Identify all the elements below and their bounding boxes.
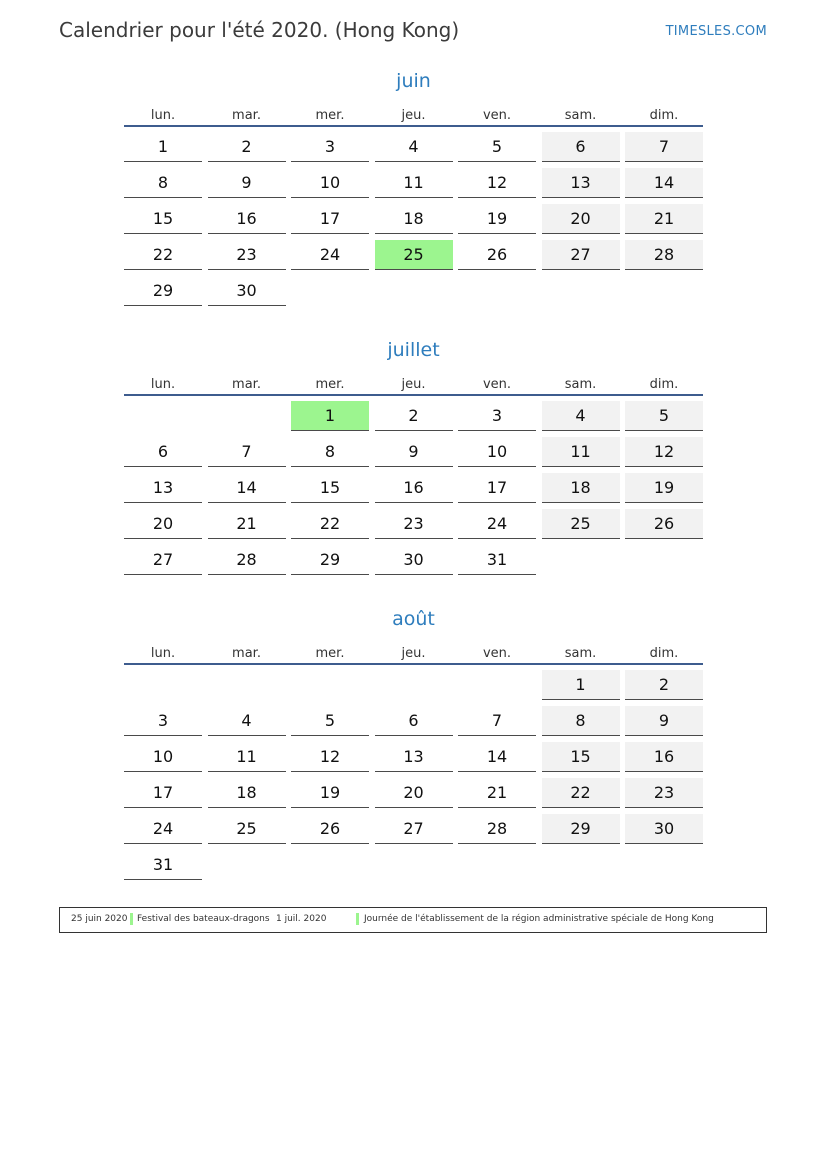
page-title: Calendrier pour l'été 2020. (Hong Kong) (59, 18, 460, 42)
day-cell[interactable]: 14 (625, 168, 703, 198)
day-cell[interactable]: 10 (291, 168, 369, 198)
day-cell[interactable]: 19 (291, 778, 369, 808)
holiday-day-cell[interactable]: 25 (375, 240, 453, 270)
day-cell[interactable]: 16 (375, 473, 453, 503)
day-cell[interactable]: 31 (458, 545, 536, 575)
weekday-label: jeu. (401, 108, 426, 123)
weekday-header (124, 108, 703, 126)
day-cell[interactable]: 22 (124, 240, 202, 270)
legend-date-2: 1 juil. 2020 (276, 914, 327, 924)
holiday-legend (59, 907, 767, 933)
day-cell[interactable]: 30 (625, 814, 703, 844)
day-cell[interactable]: 7 (625, 132, 703, 162)
day-cell[interactable]: 6 (542, 132, 620, 162)
weekday-header (124, 646, 703, 664)
weekday-label: jeu. (401, 377, 426, 392)
day-cell[interactable]: 4 (375, 132, 453, 162)
day-cell[interactable]: 11 (375, 168, 453, 198)
day-cell[interactable]: 21 (625, 204, 703, 234)
weekday-label: mar. (232, 108, 261, 123)
header-rule (124, 125, 703, 127)
day-cell[interactable]: 8 (291, 437, 369, 467)
weekday-label: sam. (564, 646, 597, 661)
weekday-label: mar. (232, 377, 261, 392)
weekday-label: lun. (150, 377, 176, 392)
day-cell[interactable]: 7 (458, 706, 536, 736)
brand-link[interactable]: TIMESLES.COM (665, 24, 767, 39)
day-cell[interactable]: 19 (458, 204, 536, 234)
day-cell[interactable]: 11 (542, 437, 620, 467)
weekday-header (124, 377, 703, 395)
day-cell[interactable]: 17 (124, 778, 202, 808)
header-rule (124, 394, 703, 396)
day-cell[interactable]: 26 (291, 814, 369, 844)
day-cell[interactable]: 13 (542, 168, 620, 198)
day-cell[interactable]: 18 (208, 778, 286, 808)
day-cell[interactable]: 29 (291, 545, 369, 575)
day-cell[interactable]: 4 (208, 706, 286, 736)
day-cell[interactable]: 27 (124, 545, 202, 575)
day-cell[interactable]: 10 (124, 742, 202, 772)
day-cell[interactable]: 26 (625, 509, 703, 539)
day-cell[interactable]: 9 (208, 168, 286, 198)
day-cell[interactable]: 20 (542, 204, 620, 234)
weekday-label: mer. (315, 377, 345, 392)
weekday-label: mer. (315, 646, 345, 661)
day-cell[interactable]: 1 (542, 670, 620, 700)
day-cell[interactable]: 1 (124, 132, 202, 162)
day-cell[interactable]: 21 (458, 778, 536, 808)
day-cell[interactable]: 3 (124, 706, 202, 736)
day-cell[interactable]: 25 (208, 814, 286, 844)
weekday-label: mer. (315, 108, 345, 123)
day-cell[interactable]: 29 (124, 276, 202, 306)
day-cell[interactable]: 29 (542, 814, 620, 844)
day-cell[interactable]: 20 (124, 509, 202, 539)
day-cell[interactable]: 8 (542, 706, 620, 736)
day-cell[interactable]: 15 (542, 742, 620, 772)
month-name: juin (396, 70, 431, 92)
day-cell[interactable]: 25 (542, 509, 620, 539)
legend-label-2: Journée de l'établissement de la région administrative spéciale de Hong Kong (364, 914, 714, 924)
weekday-label: sam. (564, 377, 597, 392)
day-cell[interactable]: 5 (458, 132, 536, 162)
day-cell[interactable]: 2 (208, 132, 286, 162)
day-cell[interactable]: 17 (458, 473, 536, 503)
header-rule (124, 663, 703, 665)
legend-date-1: 25 juin 2020 (71, 914, 128, 924)
day-cell[interactable]: 30 (208, 276, 286, 306)
weekday-label: mar. (232, 646, 261, 661)
day-cell[interactable]: 14 (458, 742, 536, 772)
day-cell[interactable]: 19 (625, 473, 703, 503)
day-cell[interactable]: 9 (625, 706, 703, 736)
day-cell[interactable]: 23 (625, 778, 703, 808)
day-cell[interactable]: 12 (291, 742, 369, 772)
day-cell[interactable]: 28 (625, 240, 703, 270)
day-cell[interactable]: 12 (625, 437, 703, 467)
day-cell[interactable]: 3 (458, 401, 536, 431)
day-cell[interactable]: 31 (124, 850, 202, 880)
day-cell[interactable]: 15 (124, 204, 202, 234)
day-cell[interactable]: 28 (208, 545, 286, 575)
day-cell[interactable]: 10 (458, 437, 536, 467)
weekday-label: ven. (482, 646, 512, 661)
day-cell[interactable]: 9 (375, 437, 453, 467)
day-cell[interactable]: 8 (124, 168, 202, 198)
legend-swatch-2 (356, 913, 359, 925)
day-cell[interactable]: 15 (291, 473, 369, 503)
day-cell[interactable]: 6 (375, 706, 453, 736)
day-cell[interactable]: 5 (625, 401, 703, 431)
day-cell[interactable]: 18 (375, 204, 453, 234)
day-cell[interactable]: 24 (458, 509, 536, 539)
month-name: août (392, 608, 435, 630)
day-cell[interactable]: 23 (375, 509, 453, 539)
day-cell[interactable]: 4 (542, 401, 620, 431)
weekday-label: sam. (564, 108, 597, 123)
day-cell[interactable]: 18 (542, 473, 620, 503)
weekday-label: ven. (482, 377, 512, 392)
day-cell[interactable]: 30 (375, 545, 453, 575)
day-cell[interactable]: 7 (208, 437, 286, 467)
weekday-label: dim. (649, 377, 679, 392)
day-cell[interactable]: 13 (124, 473, 202, 503)
holiday-day-cell[interactable]: 1 (291, 401, 369, 431)
day-cell[interactable]: 2 (375, 401, 453, 431)
day-cell[interactable]: 28 (458, 814, 536, 844)
legend-swatch-1 (130, 913, 133, 925)
legend-label-1: Festival des bateaux-dragons (137, 914, 270, 924)
day-cell[interactable]: 22 (542, 778, 620, 808)
day-cell[interactable]: 14 (208, 473, 286, 503)
day-cell[interactable]: 17 (291, 204, 369, 234)
day-cell[interactable]: 13 (375, 742, 453, 772)
day-cell[interactable]: 16 (625, 742, 703, 772)
weekday-label: lun. (150, 646, 176, 661)
day-cell[interactable]: 21 (208, 509, 286, 539)
day-cell[interactable]: 6 (124, 437, 202, 467)
day-cell[interactable]: 12 (458, 168, 536, 198)
day-cell[interactable]: 27 (542, 240, 620, 270)
weekday-label: dim. (649, 646, 679, 661)
day-cell[interactable]: 11 (208, 742, 286, 772)
day-cell[interactable]: 5 (291, 706, 369, 736)
day-cell[interactable]: 24 (124, 814, 202, 844)
day-cell[interactable]: 22 (291, 509, 369, 539)
day-cell[interactable]: 23 (208, 240, 286, 270)
weekday-label: ven. (482, 108, 512, 123)
day-cell[interactable]: 2 (625, 670, 703, 700)
weekday-label: dim. (649, 108, 679, 123)
day-cell[interactable]: 27 (375, 814, 453, 844)
day-cell[interactable]: 24 (291, 240, 369, 270)
day-cell[interactable]: 26 (458, 240, 536, 270)
weekday-label: lun. (150, 108, 176, 123)
month-name: juillet (387, 339, 440, 361)
day-cell[interactable]: 20 (375, 778, 453, 808)
day-cell[interactable]: 16 (208, 204, 286, 234)
weekday-label: jeu. (401, 646, 426, 661)
day-cell[interactable]: 3 (291, 132, 369, 162)
